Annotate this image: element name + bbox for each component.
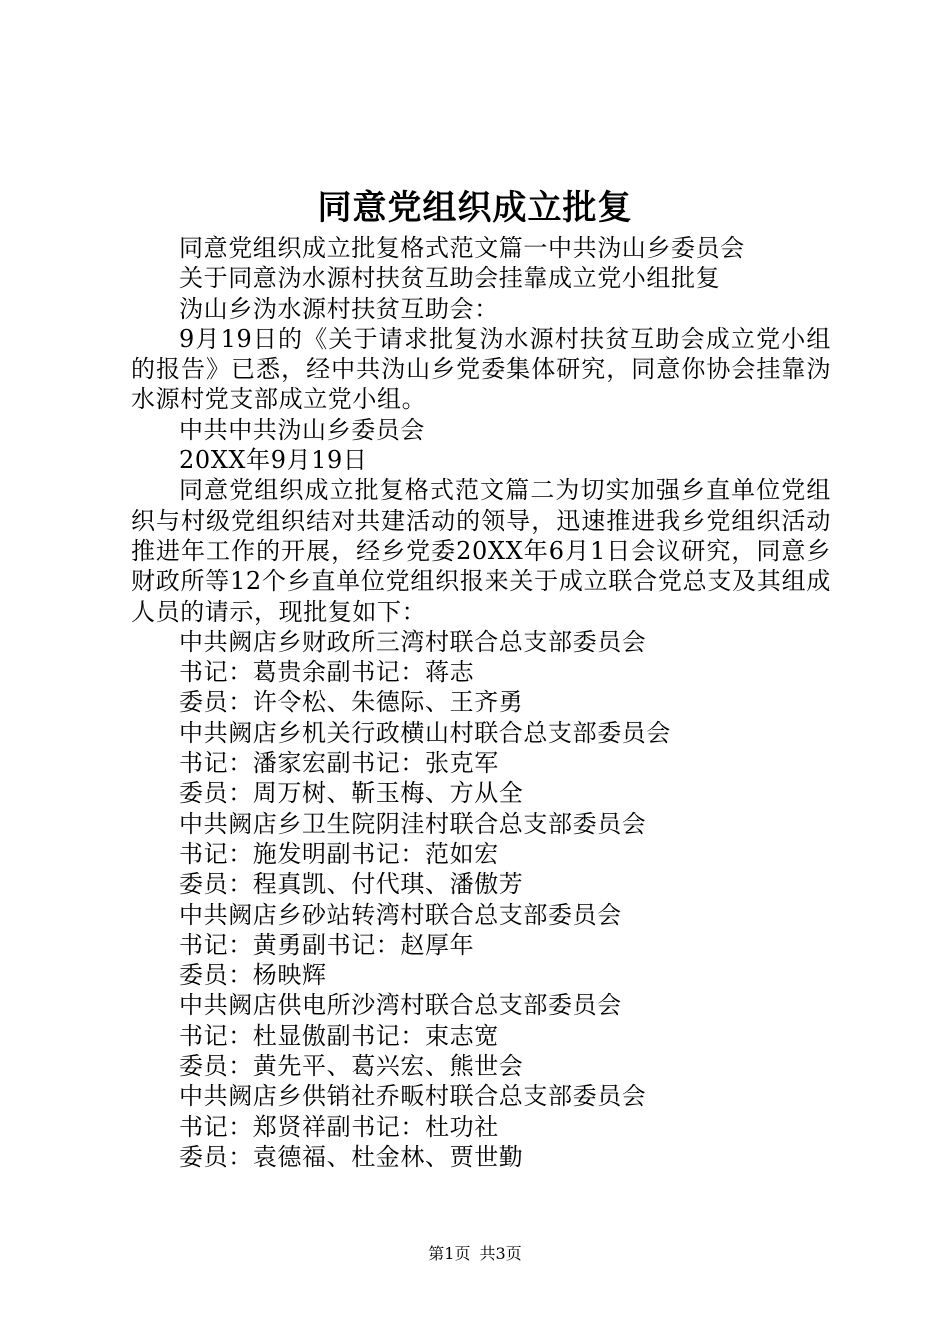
page-title: 同意党组织成立批复 [317, 188, 633, 228]
paragraph: 委员：袁德福、杜金林、贾世勤 [179, 1142, 524, 1171]
paragraph: 中共阙店乡财政所三湾村联合总支部委员会 [179, 627, 647, 656]
paragraph: 委员：黄先平、葛兴宏、熊世会 [179, 1052, 524, 1081]
paragraph: 中共阙店乡机关行政横山村联合总支部委员会 [179, 718, 671, 747]
page-footer [0, 1243, 950, 1265]
paragraph: 书记：杜显傲副书记：束志宽 [179, 1021, 499, 1050]
paragraph: 书记：黄勇副书记：赵厚年 [179, 930, 475, 959]
paragraph: 同意党组织成立批复格式范文篇二为切实加强乡直单位党组织与村级党组织结对共建活动的领导，迅速推进我乡党组织活动推进年工作的开展，经乡党委20XX年6月1日会议研究，同意乡财政所等12个乡直单位党组织报来关于成立联合党总支及其组成人员的请示，现批复如下： [131, 476, 831, 626]
document-body [131, 233, 831, 1172]
page-total: 共3页 [479, 1244, 522, 1263]
paragraph: 书记：葛贵余副书记：蒋志 [179, 658, 475, 687]
paragraph: 中共中共沩山乡委员会 [179, 415, 425, 444]
paragraph: 委员：杨映辉 [179, 961, 327, 990]
paragraph: 20XX年9月19日 [179, 446, 368, 475]
paragraph: 中共阙店乡卫生院阴洼村联合总支部委员会 [179, 809, 647, 838]
paragraph: 书记：潘家宏副书记：张克军 [179, 749, 499, 778]
paragraph: 中共阙店乡砂站转湾村联合总支部委员会 [179, 900, 622, 929]
paragraph: 中共阙店乡供销社乔畈村联合总支部委员会 [179, 1082, 647, 1111]
paragraph: 委员：周万树、靳玉梅、方从全 [179, 779, 524, 808]
paragraph: 委员：许令松、朱德际、王齐勇 [179, 688, 524, 717]
paragraph: 书记：施发明副书记：范如宏 [179, 839, 499, 868]
paragraph: 中共阙店供电所沙湾村联合总支部委员会 [179, 991, 622, 1020]
page-number: 第1页 [428, 1244, 471, 1263]
paragraph: 关于同意沩水源村扶贫互助会挂靠成立党小组批复 [179, 264, 721, 293]
paragraph: 沩山乡沩水源村扶贫互助会： [179, 294, 499, 323]
paragraph: 9月19日的《关于请求批复沩水源村扶贫互助会成立党小组的报告》已悉，经中共沩山乡党委集体研究，同意你协会挂靠沩水源村党支部成立党小组。 [131, 324, 831, 414]
paragraph: 书记：郑贤祥副书记：杜功社 [179, 1112, 499, 1141]
paragraph: 同意党组织成立批复格式范文篇一中共沩山乡委员会 [179, 234, 745, 262]
paragraph: 委员：程真凯、付代琪、潘傲芳 [179, 870, 524, 899]
